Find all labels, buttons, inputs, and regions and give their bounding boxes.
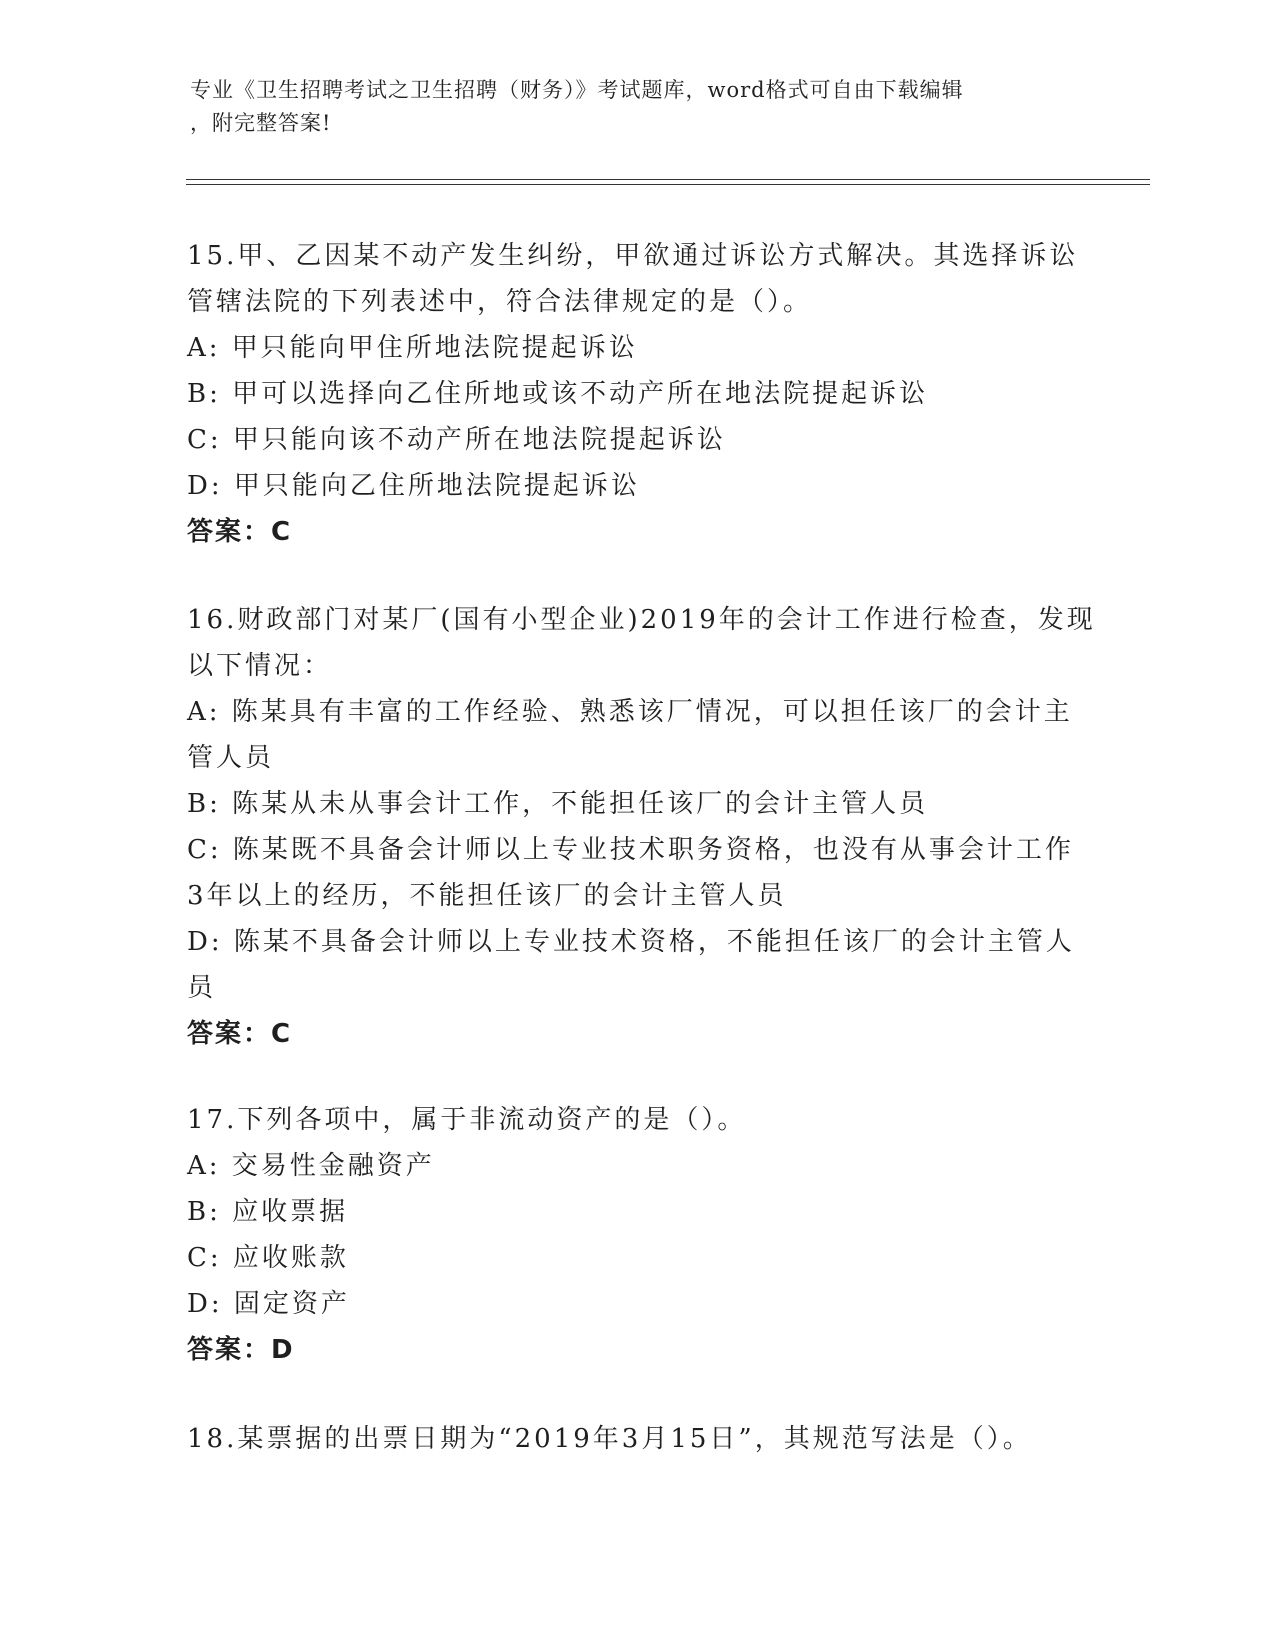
question-stem: 18.某票据的出票日期为“2019年3月15日”，其规范写法是（）。	[187, 1424, 1032, 1454]
option-c: C: 甲只能向该不动产所在地法院提起诉讼	[187, 425, 726, 455]
answer-label: 答案：C	[187, 517, 293, 547]
option-d: D: 固定资产	[187, 1289, 350, 1319]
question-stem: 管辖法院的下列表述中，符合法律规定的是（）。	[187, 287, 813, 317]
option-a: A: 交易性金融资产	[187, 1151, 435, 1181]
question-17	[187, 1097, 1087, 1373]
option-c: C: 陈某既不具备会计师以上专业技术职务资格，也没有从事会计工作	[187, 835, 1074, 865]
question-16	[187, 597, 1096, 1057]
question-stem: 16.财政部门对某厂(国有小型企业)2019年的会计工作进行检查，发现	[187, 605, 1096, 635]
header-line-2: ，附完整答案!	[190, 111, 332, 135]
option-d-continued: 员	[187, 973, 217, 1003]
option-b: B: 陈某从未从事会计工作，不能担任该厂的会计主管人员	[187, 789, 929, 819]
question-18	[187, 1416, 1087, 1462]
question-15	[187, 233, 1087, 555]
option-b: B: 甲可以选择向乙住所地或该不动产所在地法院提起诉讼	[187, 379, 929, 409]
option-d: D: 甲只能向乙住所地法院提起诉讼	[187, 471, 640, 501]
header-divider-bottom	[186, 184, 1150, 185]
header-divider-top	[186, 179, 1150, 180]
header-line-1: 专业《卫生招聘考试之卫生招聘（财务）》考试题库，word格式可自由下载编辑	[190, 78, 964, 102]
option-b: B: 应收票据	[187, 1197, 349, 1227]
option-a: A: 甲只能向甲住所地法院提起诉讼	[187, 333, 638, 363]
question-stem: 15.甲、乙因某不动产发生纠纷，甲欲通过诉讼方式解决。其选择诉讼	[187, 241, 1079, 271]
question-stem: 17.下列各项中，属于非流动资产的是（）。	[187, 1105, 747, 1135]
answer-label: 答案：D	[187, 1335, 295, 1365]
question-stem: 以下情况：	[187, 651, 333, 681]
document-header	[190, 74, 1090, 140]
option-c-continued: 3年以上的经历，不能担任该厂的会计主管人员	[187, 881, 787, 911]
option-c: C: 应收账款	[187, 1243, 349, 1273]
answer-label: 答案：C	[187, 1019, 293, 1049]
option-a-continued: 管人员	[187, 743, 275, 773]
option-a: A: 陈某具有丰富的工作经验、熟悉该厂情况，可以担任该厂的会计主	[187, 697, 1073, 727]
option-d: D: 陈某不具备会计师以上专业技术资格，不能担任该厂的会计主管人	[187, 927, 1075, 957]
